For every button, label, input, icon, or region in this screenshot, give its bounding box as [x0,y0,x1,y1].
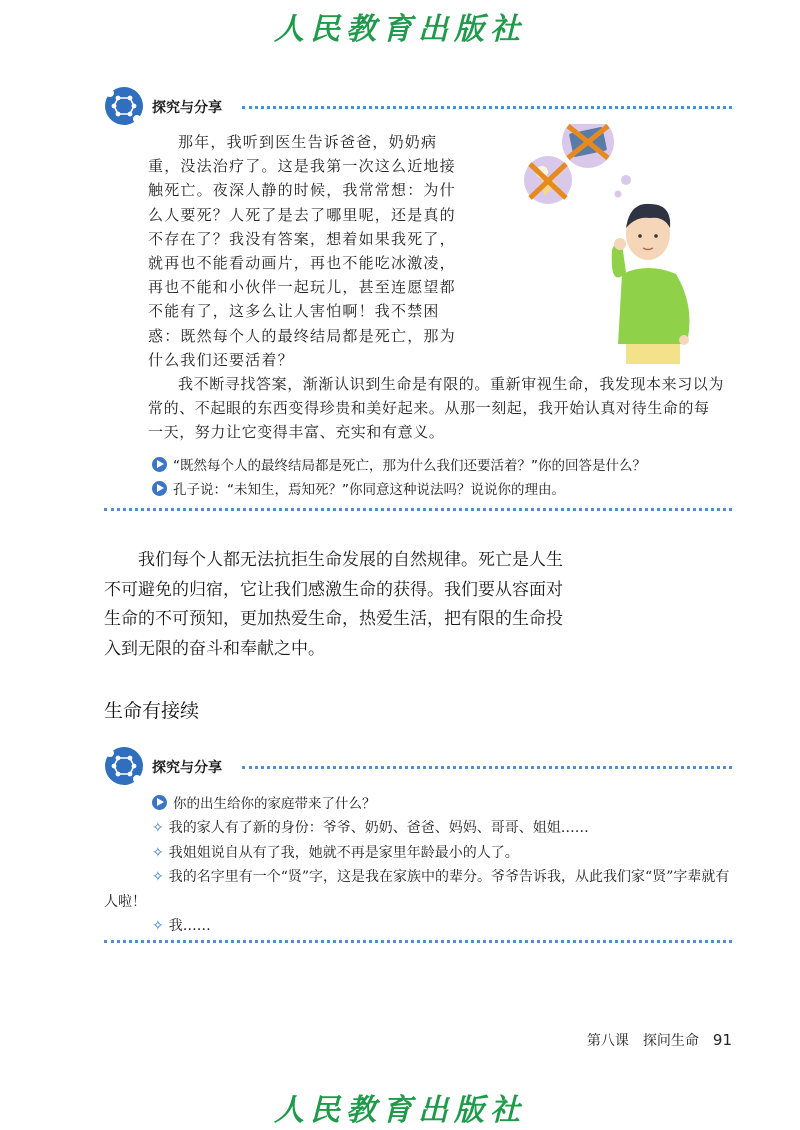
dotted-rule [242,106,732,109]
page-footer [587,1030,732,1050]
question-list-1 [152,454,732,502]
question-arrow-icon [152,457,167,472]
main-paragraph: 我们每个人都无法抗拒生命发展的自然规律。死亡是人生不可避免的归宿，它让我们感激生命的获得。我们要从容面对生命的不可预知，更加热爱生命，热爱生活，把有限的生命投入到无限的奋斗和奉献之中。 [104,550,563,659]
answer-text: 我的家人有了新的身份：爷爷、奶奶、爸爸、妈妈、哥哥、姐姐…… [168,820,589,836]
answer-item [104,865,732,914]
story-paragraph-1: 那年，我听到医生告诉爸爸，奶奶病重，没法治疗了。这是我第一次这么近地接触死亡。夜深人静的时候，我常常想：为什么人要死？人死了是去了哪里呢，还是真的不存在了？我没有答案，想着如果我死了，就再也不能看动画片，再也不能吃冰激凌，再也不能和小伙伴一起玩儿，甚至连愿望都不能有了，这多么让人害怕啊！我不禁困惑：既然每个人的最终结局都是死亡，那为什么我们还要活着？ [148,133,456,369]
diamond-bullet-icon: ✧ [152,820,164,836]
question-item [152,792,732,816]
atom-cube-emblem-icon [104,86,144,126]
box-title: 探究与分享 [152,760,222,776]
diamond-bullet-icon: ✧ [152,869,164,885]
atom-cube-emblem-icon [104,746,144,786]
question-arrow-icon [152,481,167,496]
explore-share-header-1 [104,86,732,126]
section-title: 生命有接续 [104,700,200,722]
question-arrow-icon [152,795,167,810]
answer-bullets [104,816,732,939]
answer-item [152,914,732,939]
question-text: 孔子说：“未知生，焉知死？”你同意这种说法吗？说说你的理由。 [173,482,565,498]
publisher-watermark-top: 人民教育出版社 [274,12,526,47]
answer-text: 我…… [168,918,211,934]
question-item [152,454,732,478]
dotted-rule [242,766,732,769]
question-text: 你的出生给你的家庭带来了什么？ [173,796,376,812]
box-bottom-rule-1 [104,508,732,511]
answer-item [152,841,732,866]
question-list-2 [152,792,732,816]
answer-item [152,816,732,841]
diamond-bullet-icon: ✧ [152,844,164,861]
lesson-title: 第八课 探问生命 [586,1033,699,1049]
box-bottom-rule-2 [104,940,732,943]
explore-share-header-2 [104,746,732,786]
answer-text: 我姐姐说自从有了我，她就不再是家里年龄最小的人了。 [168,844,519,861]
box-title: 探究与分享 [152,100,222,116]
publisher-watermark-bottom: 人民教育出版社 [274,1093,526,1128]
answer-text: 我的名字里有一个“贤”字，这是我在家族中的辈分。爷爷告诉我，从此我们家“贤”字辈就有人啦！ [104,869,730,910]
thinking-boy-illustration [518,124,698,364]
question-item [152,478,732,502]
page-number: 91 [712,1031,732,1049]
question-text: “既然每个人的最终结局都是死亡，那为什么我们还要活着？”你的回答是什么？ [173,458,646,474]
story-paragraph-2: 我不断寻找答案，渐渐认识到生命是有限的。重新审视生命，我发现本来习以为常的、不起眼的东西变得珍贵和美好起来。从那一刻起，我开始认真对待生命的每一天，努力让它变得丰富、充实和有意义。 [148,375,725,442]
diamond-bullet-icon: ✧ [152,918,164,934]
